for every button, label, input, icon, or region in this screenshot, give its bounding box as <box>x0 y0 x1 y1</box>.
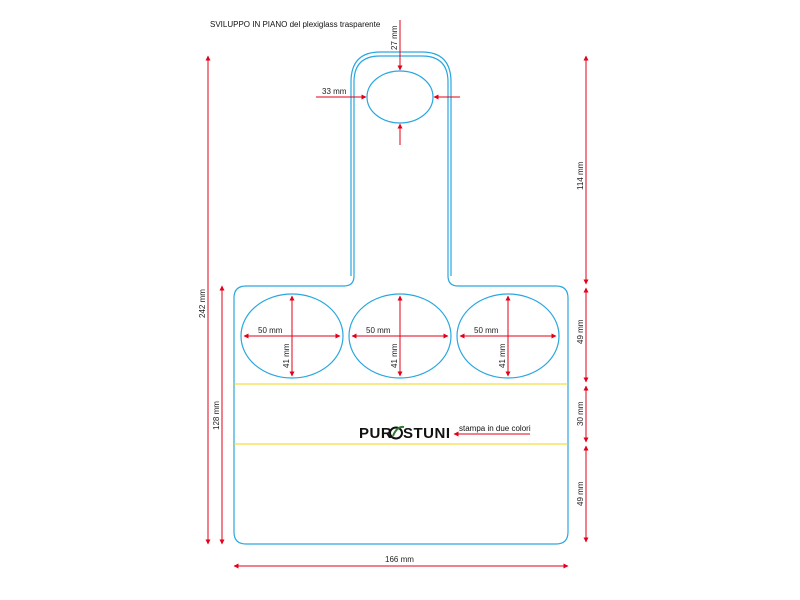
bottle-hole-3-width: 50 mm <box>474 326 499 335</box>
bottle-hole-1-height: 41 mm <box>282 343 291 368</box>
hole-width-dimension <box>316 87 460 97</box>
logo-text-right: STUNI <box>403 425 451 442</box>
total-height-dimension <box>198 56 208 544</box>
print-section-dimension <box>576 386 586 442</box>
handle-hole <box>367 71 433 123</box>
bottom-section-label: 49 mm <box>576 481 585 506</box>
hole-height-label: 27 mm <box>390 25 399 50</box>
hole-height-dimension <box>390 20 400 145</box>
handle-inner-line <box>351 52 451 276</box>
purostuni-logo <box>359 425 451 442</box>
bottle-hole-1 <box>241 294 343 378</box>
handle-height-dimension <box>576 56 586 284</box>
drawing-title: SVILUPPO IN PIANO del plexiglass trasparente <box>210 20 381 29</box>
circle-section-label: 49 mm <box>576 319 585 344</box>
bottle-hole-2-width: 50 mm <box>366 326 391 335</box>
total-height-label: 242 mm <box>198 289 207 318</box>
bottle-hole-2 <box>349 294 451 378</box>
print-note <box>454 424 531 434</box>
bottle-hole-3 <box>457 294 559 378</box>
body-height-label: 128 mm <box>212 401 221 430</box>
bottle-hole-2-height: 41 mm <box>390 343 399 368</box>
plexiglass-outline <box>234 56 568 544</box>
width-dimension <box>234 555 568 566</box>
bottom-section-dimension <box>576 446 586 542</box>
hole-width-label: 33 mm <box>322 87 347 96</box>
circle-section-dimension <box>576 288 586 382</box>
body-height-dimension <box>212 286 222 544</box>
bottle-hole-1-width: 50 mm <box>258 326 283 335</box>
bottle-hole-3-height: 41 mm <box>498 343 507 368</box>
logo-text-left: PUR <box>359 425 393 442</box>
print-note-text: stampa in due colori <box>459 424 531 433</box>
width-label: 166 mm <box>385 555 414 564</box>
handle-height-label: 114 mm <box>576 161 585 190</box>
print-section-label: 30 mm <box>576 401 585 426</box>
